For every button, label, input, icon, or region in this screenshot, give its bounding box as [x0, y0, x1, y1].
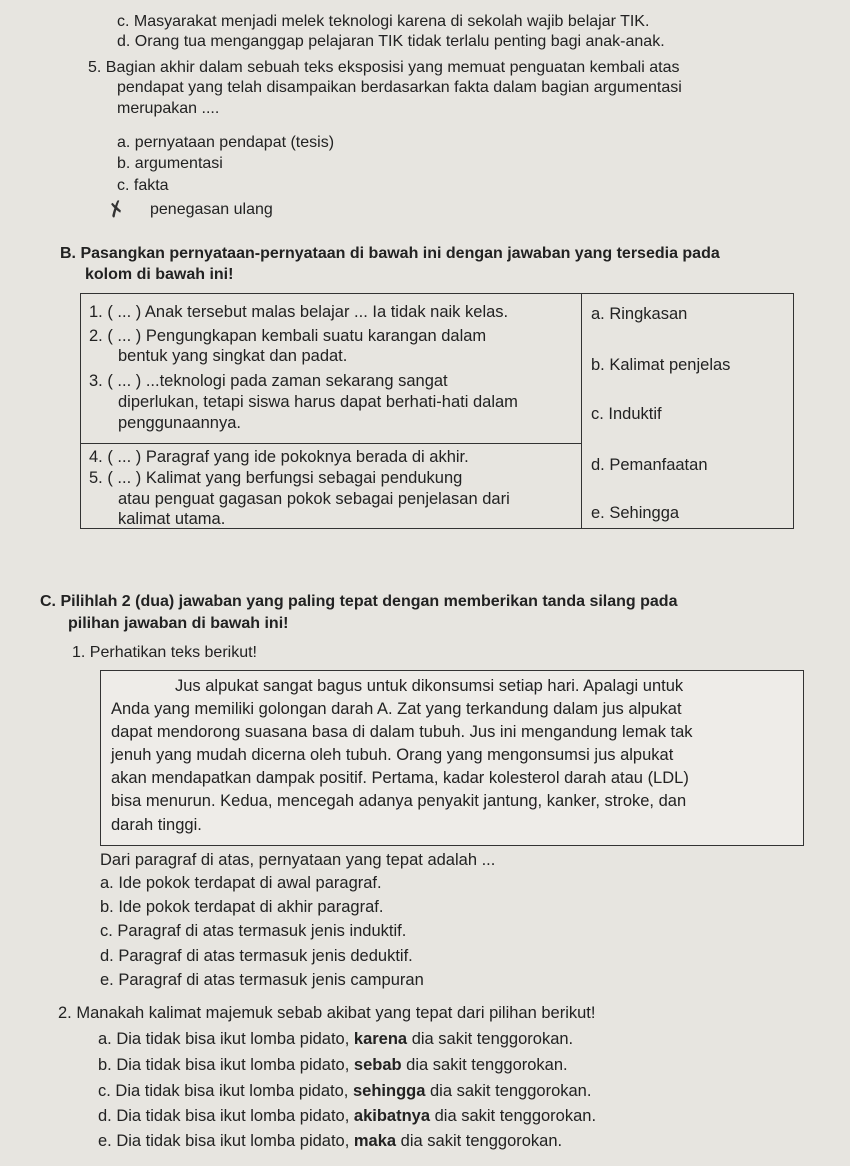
table-right-item: d. Pemanfaatan [591, 456, 708, 474]
table-left-item: 3. ( ... ) ...teknologi pada zaman sekarang sangat [89, 372, 448, 390]
q5-line3: merupakan .... [117, 100, 220, 117]
passage-box [100, 670, 804, 846]
q1-option-e: e. Paragraf di atas termasuk jenis campuran [100, 971, 424, 989]
passage-line: darah tinggi. [111, 816, 202, 834]
q1-option-d: d. Paragraf di atas termasuk jenis deduktif. [100, 947, 413, 965]
section-b-heading-2: kolom di bawah ini! [85, 266, 234, 283]
option-d-text: d. Orang tua menganggap pelajaran TIK tidak terlalu penting bagi anak-anak. [117, 33, 665, 50]
q2-option-a: a. Dia tidak bisa ikut lomba pidato, karena dia sakit tenggorokan. [98, 1030, 574, 1048]
passage-line: jenuh yang mudah dicerna oleh tubuh. Orang yang mengonsumsi jus alpukat [111, 746, 674, 764]
table-right-item: a. Ringkasan [591, 305, 688, 323]
table-column-divider [581, 294, 582, 528]
q5-option-c: c. fakta [117, 177, 169, 194]
table-left-item: 2. ( ... ) Pengungkapan kembali suatu karangan dalam [89, 327, 487, 345]
table-left-item: diperlukan, tetapi siswa harus dapat berhati-hati dalam [118, 393, 518, 411]
q1-option-b: b. Ide pokok terdapat di akhir paragraf. [100, 898, 384, 916]
table-row-divider [81, 443, 581, 444]
passage-line: dapat mendorong suasana basa di dalam tubuh. Jus ini mengandung lemak tak [111, 723, 693, 741]
table-left-item: atau penguat gagasan pokok sebagai penjelasan dari [118, 490, 510, 508]
passage-line: akan mendapatkan dampak positif. Pertama, kadar kolesterol darah atau (LDL) [111, 769, 689, 787]
table-left-item: 1. ( ... ) Anak tersebut malas belajar ... Ia tidak naik kelas. [89, 303, 509, 321]
q2-option-d: d. Dia tidak bisa ikut lomba pidato, akibatnya dia sakit tenggorokan. [98, 1107, 597, 1125]
passage-line: Jus alpukat sangat bagus untuk dikonsumsi setiap hari. Apalagi untuk [175, 677, 684, 695]
option-c-text: c. Masyarakat menjadi melek teknologi karena di sekolah wajib belajar TIK. [117, 13, 650, 30]
table-right-item: e. Sehingga [591, 504, 680, 522]
cross-mark-icon: ✗ [104, 196, 129, 224]
matching-table [80, 293, 794, 529]
q5-option-d: penegasan ulang [150, 201, 273, 218]
q1-option-c: c. Paragraf di atas termasuk jenis induktif. [100, 922, 407, 940]
q5-option-b: b. argumentasi [117, 155, 223, 172]
table-left-item: 5. ( ... ) Kalimat yang berfungsi sebagai pendukung [89, 469, 463, 487]
q5-line1: 5. Bagian akhir dalam sebuah teks eksposisi yang memuat penguatan kembali atas [88, 59, 680, 76]
q1-prompt: 1. Perhatikan teks berikut! [72, 644, 257, 661]
passage-line: Anda yang memiliki golongan darah A. Zat yang terkandung dalam jus alpukat [111, 700, 682, 718]
section-c-heading: C. Pilihlah 2 (dua) jawaban yang paling tepat dengan memberikan tanda silang pada [40, 593, 678, 610]
q1-question: Dari paragraf di atas, pernyataan yang tepat adalah ... [100, 851, 496, 869]
table-right-item: c. Induktif [591, 405, 662, 423]
table-left-item: penggunaannya. [118, 414, 241, 432]
q2-option-e: e. Dia tidak bisa ikut lomba pidato, maka dia sakit tenggorokan. [98, 1132, 563, 1150]
q2-option-b: b. Dia tidak bisa ikut lomba pidato, sebab dia sakit tenggorokan. [98, 1056, 568, 1074]
section-b-heading: B. Pasangkan pernyataan-pernyataan di bawah ini dengan jawaban yang tersedia pada [60, 245, 720, 262]
q5-option-a: a. pernyataan pendapat (tesis) [117, 134, 335, 151]
section-c-heading-2: pilihan jawaban di bawah ini! [68, 615, 289, 632]
q2-option-c: c. Dia tidak bisa ikut lomba pidato, sehingga dia sakit tenggorokan. [98, 1082, 592, 1100]
table-left-item: 4. ( ... ) Paragraf yang ide pokoknya berada di akhir. [89, 448, 469, 466]
q2-prompt: 2. Manakah kalimat majemuk sebab akibat yang tepat dari pilihan berikut! [58, 1004, 596, 1022]
table-left-item: kalimat utama. [118, 510, 226, 528]
passage-line: bisa menurun. Kedua, mencegah adanya penyakit jantung, kanker, stroke, dan [111, 792, 687, 810]
q5-line2: pendapat yang telah disampaikan berdasarkan fakta dalam bagian argumentasi [117, 79, 682, 96]
q1-option-a: a. Ide pokok terdapat di awal paragraf. [100, 874, 382, 892]
table-left-item: bentuk yang singkat dan padat. [118, 347, 348, 365]
table-right-item: b. Kalimat penjelas [591, 356, 731, 374]
